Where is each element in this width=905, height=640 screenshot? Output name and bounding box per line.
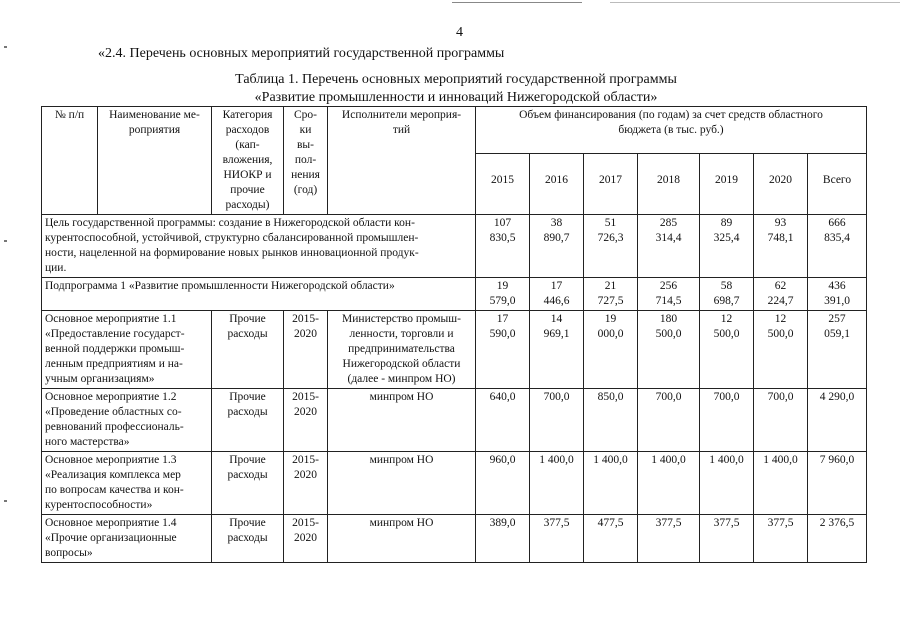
year-header: 2020 [754, 154, 808, 215]
activity-value: 14 969,1 [530, 311, 584, 389]
activity-value: 1 400,0 [638, 452, 700, 515]
activity-value: 477,5 [584, 515, 638, 563]
activity-total: 2 376,5 [808, 515, 867, 563]
activity-executor: минпром НО [328, 515, 476, 563]
activity-terms: 2015- 2020 [284, 452, 328, 515]
year-header: 2018 [638, 154, 700, 215]
header-col-category: Категория расходов (кап- вложения, НИОКР и прочие расходы) [212, 107, 284, 215]
activity-terms: 2015- 2020 [284, 389, 328, 452]
activity-terms: 2015- 2020 [284, 311, 328, 389]
margin-mark [4, 46, 7, 48]
activity-name: Основное мероприятие 1.1 «Предоставление государст- венной поддержки промыш- ленным предприятиям и на- учным организациям» [42, 311, 212, 389]
activity-row-1-4 [42, 515, 867, 563]
activity-value: 700,0 [638, 389, 700, 452]
subprogram-value: 19 579,0 [476, 278, 530, 311]
subprogram-value: 256 714,5 [638, 278, 700, 311]
activity-value: 1 400,0 [700, 452, 754, 515]
activity-total: 4 290,0 [808, 389, 867, 452]
header-col-num: № п/п [42, 107, 98, 215]
activity-total: 7 960,0 [808, 452, 867, 515]
goal-text: Цель государственной программы: создание в Нижегородской области кон- курентоспособной, устойчивой, структурно сбалансированной промышлен- ности, нацеленной на формирование новых рынков инновационной продук- ции. [42, 215, 476, 278]
activity-name: Основное мероприятие 1.4 «Прочие организационные вопросы» [42, 515, 212, 563]
year-header: 2016 [530, 154, 584, 215]
activity-category: Прочие расходы [212, 515, 284, 563]
year-header: 2019 [700, 154, 754, 215]
goal-value: 93 748,1 [754, 215, 808, 278]
goal-value: 38 890,7 [530, 215, 584, 278]
year-header: 2017 [584, 154, 638, 215]
goal-value: 107 830,5 [476, 215, 530, 278]
activity-value: 640,0 [476, 389, 530, 452]
goal-value: 285 314,4 [638, 215, 700, 278]
activity-row-1-3 [42, 452, 867, 515]
activity-row-1-2 [42, 389, 867, 452]
activity-value: 389,0 [476, 515, 530, 563]
activity-value: 17 590,0 [476, 311, 530, 389]
goal-total: 666 835,4 [808, 215, 867, 278]
top-rule-left [452, 2, 582, 3]
activity-value: 377,5 [754, 515, 808, 563]
header-col-executors: Исполнители мероприя- тий [328, 107, 476, 215]
activity-executor: минпром НО [328, 452, 476, 515]
activity-executor: Министерство промыш- ленности, торговли и предпринимательства Нижегородской области (далее - минпром НО) [328, 311, 476, 389]
header-col-name: Наименование ме- роприятия [98, 107, 212, 215]
table-caption-line-1: Таблица 1. Перечень основных мероприятий государственной программы [235, 72, 677, 87]
subprogram-row [42, 278, 867, 311]
activity-value: 960,0 [476, 452, 530, 515]
subprogram-value: 21 727,5 [584, 278, 638, 311]
page-number: 4 [456, 25, 463, 40]
header-col-funding: Объем финансирования (по годам) за счет средств областного бюджета (в тыс. руб.) [476, 107, 867, 154]
activity-value: 19 000,0 [584, 311, 638, 389]
activity-value: 1 400,0 [530, 452, 584, 515]
activity-value: 700,0 [700, 389, 754, 452]
activity-value: 850,0 [584, 389, 638, 452]
goal-value: 89 325,4 [700, 215, 754, 278]
activity-value: 12 500,0 [754, 311, 808, 389]
table-caption [90, 71, 822, 107]
subprogram-total: 436 391,0 [808, 278, 867, 311]
activity-value: 377,5 [530, 515, 584, 563]
section-title: «2.4. Перечень основных мероприятий государственной программы [98, 46, 505, 61]
activity-name: Основное мероприятие 1.3 «Реализация комплекса мер по вопросам качества и кон- курентоспособности» [42, 452, 212, 515]
activity-terms: 2015- 2020 [284, 515, 328, 563]
margin-mark [4, 240, 7, 242]
activity-row-1-1 [42, 311, 867, 389]
activity-value: 12 500,0 [700, 311, 754, 389]
activity-name: Основное мероприятие 1.2 «Проведение областных со- ревнований профессиональ- ного мастерства» [42, 389, 212, 452]
activity-category: Прочие расходы [212, 311, 284, 389]
subprogram-value: 62 224,7 [754, 278, 808, 311]
activity-value: 377,5 [638, 515, 700, 563]
activities-table [41, 106, 867, 563]
activity-category: Прочие расходы [212, 452, 284, 515]
goal-value: 51 726,3 [584, 215, 638, 278]
activity-value: 180 500,0 [638, 311, 700, 389]
activity-total: 257 059,1 [808, 311, 867, 389]
subprogram-value: 58 698,7 [700, 278, 754, 311]
activity-value: 1 400,0 [584, 452, 638, 515]
subprogram-value: 17 446,6 [530, 278, 584, 311]
margin-mark [4, 500, 7, 502]
goal-row [42, 215, 867, 278]
header-col-terms: Сро- ки вы- пол- нения (год) [284, 107, 328, 215]
year-header: 2015 [476, 154, 530, 215]
activity-value: 377,5 [700, 515, 754, 563]
table-caption-line-2: «Развитие промышленности и инноваций Нижегородской области» [254, 90, 658, 105]
activity-executor: минпром НО [328, 389, 476, 452]
activity-category: Прочие расходы [212, 389, 284, 452]
subprogram-text: Подпрограмма 1 «Развитие промышленности Нижегородской области» [42, 278, 476, 311]
top-rule-right [610, 2, 900, 3]
activity-value: 700,0 [530, 389, 584, 452]
activity-value: 1 400,0 [754, 452, 808, 515]
activity-value: 700,0 [754, 389, 808, 452]
header-row [42, 107, 867, 154]
total-header: Всего [808, 154, 867, 215]
